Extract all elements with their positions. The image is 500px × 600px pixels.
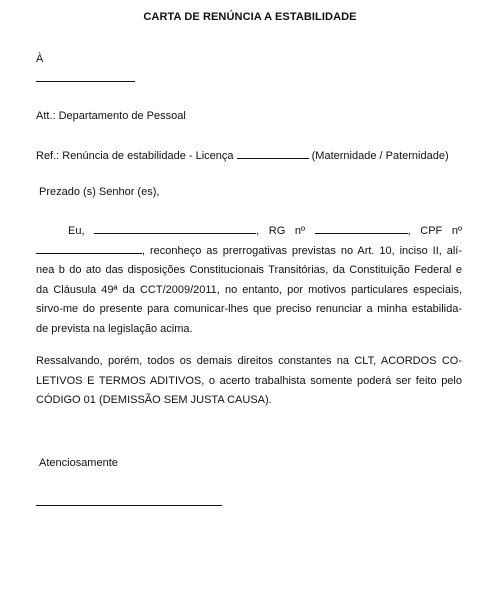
declaration-line-2 — [36, 242, 462, 262]
signature-line — [36, 505, 222, 506]
reservation-line-1: Ressalvando, porém, todos os demais direitos constantes na CLT, ACORDOS CO- — [36, 355, 462, 367]
att-line: Att.: Departamento de Pessoal — [36, 110, 186, 122]
addressee-blank-line — [36, 81, 135, 82]
ref-prefix: Ref.: Renúncia de estabilidade - Licença — [36, 150, 234, 162]
declaration-text-2: , reconheço as prerrogativas previstas no Art. 10, inciso II, alí- — [142, 244, 462, 257]
ref-suffix: (Maternidade / Paternidade) — [311, 150, 449, 162]
addressee-prefix: À — [36, 53, 44, 65]
eu-label: Eu, — [68, 225, 85, 237]
declaration-line-5: sirvo-me do presente para comunicar-lhes que preciso renunciar a minha estabilida- — [36, 303, 462, 315]
declaration-line-6: de prevista na legislação acima. — [36, 322, 193, 335]
closing: Atenciosamente — [39, 457, 118, 469]
reservation-line-2: LETIVOS E TERMOS ADITIVOS, o acerto trabalhista somente poderá ser feito pelo — [36, 374, 462, 387]
cpf-blank — [36, 242, 142, 254]
document-title: CARTA DE RENÚNCIA A ESTABILIDADE — [143, 11, 357, 23]
rg-blank — [315, 222, 408, 234]
license-blank — [237, 147, 309, 159]
declaration-line-4: da Cláusula 49ª da CCT/2009/2011, no entanto, por motivos particulares especiais, — [36, 283, 462, 296]
declaration-line-1 — [36, 222, 462, 242]
reservation-paragraph — [36, 352, 462, 411]
cpf-label: , CPF nº — [407, 225, 463, 237]
declaration-line-3: nea b do ato das disposições Constitucionais Transitórias, da Constituição Federal e — [36, 264, 462, 276]
greeting: Prezado (s) Senhor (es), — [39, 186, 160, 198]
ref-line — [36, 147, 449, 163]
reservation-line-3: CÓDIGO 01 (DEMISSÃO SEM JUSTA CAUSA). — [36, 394, 272, 406]
name-blank — [94, 222, 256, 234]
rg-label: , RG nº — [256, 225, 306, 237]
declaration-paragraph — [36, 222, 462, 339]
